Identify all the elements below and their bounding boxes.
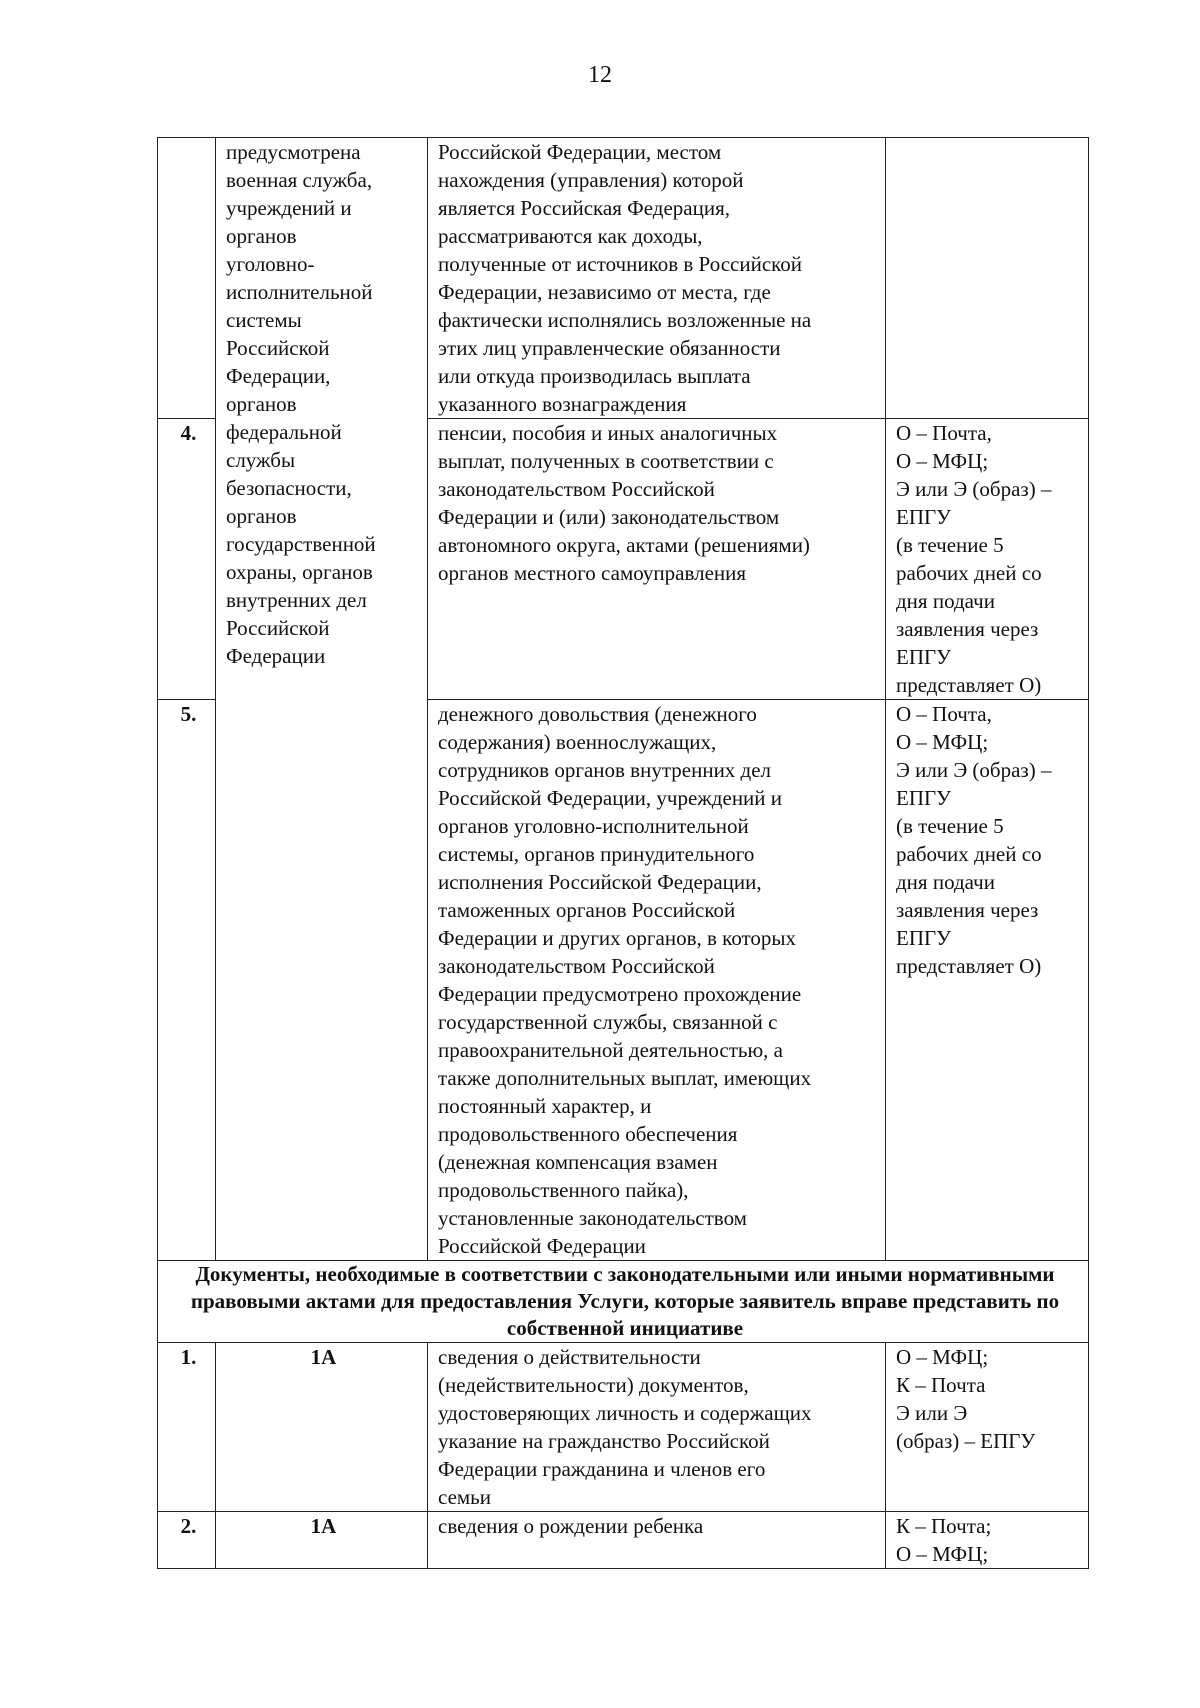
row-number (158, 138, 216, 419)
document-code: 1А (216, 1512, 428, 1569)
income-description: пенсии, пособия и иных аналогичных выплат, полученных в соответствии с законодательством Российской Федерации и (или) законодательством автономного округа, актами (решениями) органов местного самоуправления (428, 419, 886, 700)
table-row (158, 1512, 1089, 1569)
income-description: Российской Федерации, местом нахождения (управления) которой является Российская Федерация, рассматриваются как доходы, полученные от источников в Российской Федерации, независимо от места, где фактически исполнялись возложенные на этих лиц управленческие обязанности или откуда производилась выплата указанного вознаграждения (428, 138, 886, 419)
submission-method (886, 138, 1089, 419)
page-number: 12 (588, 62, 612, 88)
document-description: сведения о рождении ребенка (428, 1512, 886, 1569)
document-code: 1А (216, 1343, 428, 1512)
document-description: сведения о действительности (недействительности) документов, удостоверяющих личность и содержащих указание на гражданство Российской Федерации гражданина и членов его семьи (428, 1343, 886, 1512)
section-header: Документы, необходимые в соответствии с законодательными или иными нормативными правовыми актами для предоставления Услуги, которые заявитель вправе представить по собственной инициативе (158, 1261, 1089, 1343)
row-number: 5. (158, 700, 216, 1261)
row-number: 1. (158, 1343, 216, 1512)
row-number: 4. (158, 419, 216, 700)
table-row (158, 138, 1089, 419)
submission-method: О – Почта, О – МФЦ; Э или Э (образ) – ЕПГУ (в течение 5 рабочих дней со дня подачи заявления через ЕПГУ представляет О) (886, 419, 1089, 700)
submission-method: О – МФЦ; К – Почта Э или Э (образ) – ЕПГУ (886, 1343, 1089, 1512)
documents-table (157, 137, 1089, 1569)
organization-cell: предусмотрена военная служба, учреждений и органов уголовно- исполнительной системы Российской Федерации, органов федеральной службы безопасности, органов государственной охраны, органов внутренних дел Российской Федерации (216, 138, 428, 1261)
table-row (158, 1343, 1089, 1512)
submission-method: О – Почта, О – МФЦ; Э или Э (образ) – ЕПГУ (в течение 5 рабочих дней со дня подачи заявления через ЕПГУ представляет О) (886, 700, 1089, 1261)
income-description: денежного довольствия (денежного содержания) военнослужащих, сотрудников органов внутренних дел Российской Федерации, учреждений и органов уголовно-исполнительной системы, органов принудительного исполнения Российской Федерации, таможенных органов Российской Федерации и других органов, в которых законодательством Российской Федерации предусмотрено прохождение государственной службы, связанной с правоохранительной деятельностью, а также дополнительных выплат, имеющих постоянный характер, и продовольственного обеспечения (денежная компенсация взамен продовольственного пайка), установленные законодательством Российской Федерации (428, 700, 886, 1261)
submission-method: К – Почта; О – МФЦ; (886, 1512, 1089, 1569)
section-header-row (158, 1261, 1089, 1343)
row-number: 2. (158, 1512, 216, 1569)
